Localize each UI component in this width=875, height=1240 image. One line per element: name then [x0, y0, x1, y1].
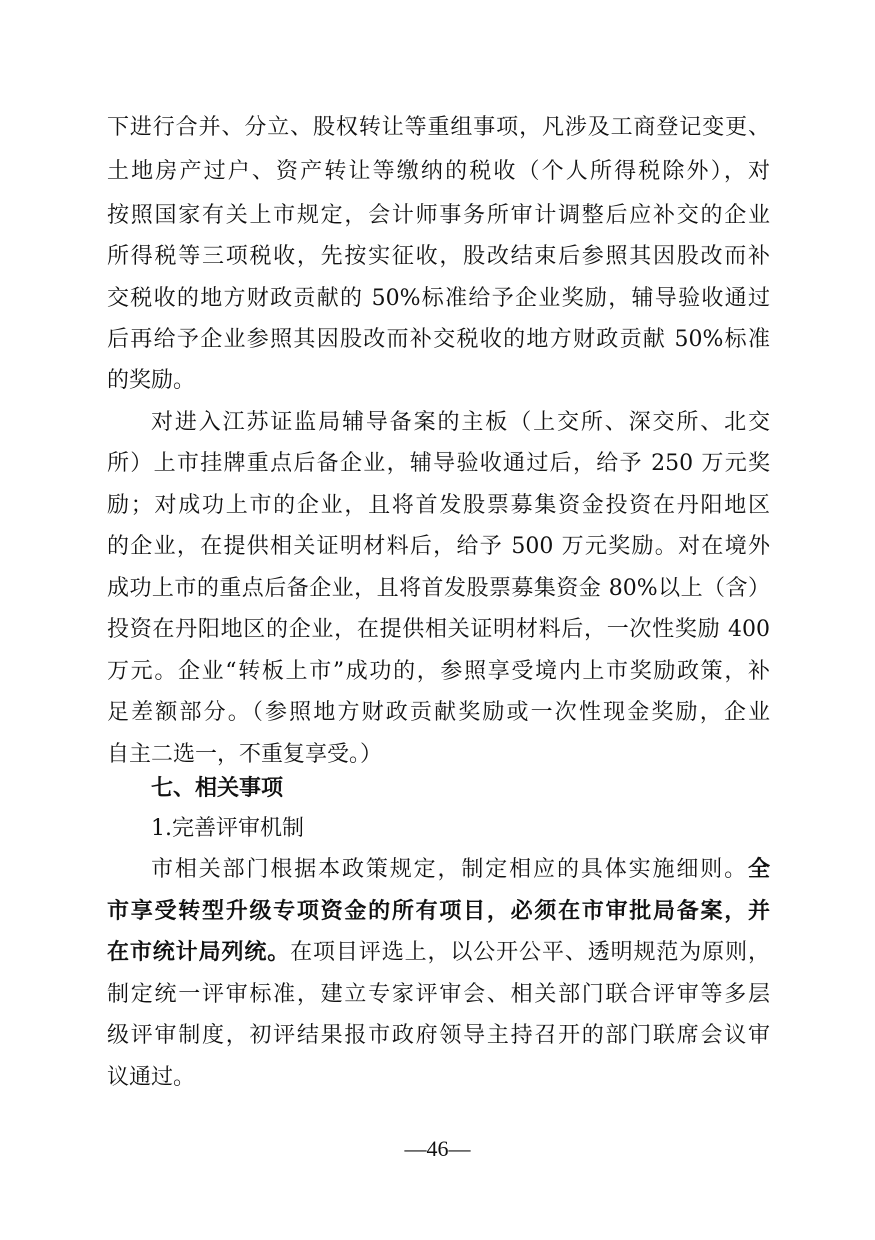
text-line	[151, 853, 770, 887]
text-line: 万元。企业“转板上市”成功的，参照享受境内上市奖励政策，补	[107, 659, 770, 684]
text-line: 后再给予企业参照其因股改而补交税收的地方财政贡献 50%标准	[107, 327, 770, 352]
text-line: 足差额部分。（参照地方财政贡献奖励或一次性现金奖励，企业	[107, 700, 770, 725]
text-line: 所）上市挂牌重点后备企业，辅导验收通过后，给予 250 万元奖	[107, 451, 770, 476]
text-line: 成功上市的重点后备企业，且将首发股票募集资金 80%以上（含）	[107, 576, 770, 601]
text-line: 土地房产过户、资产转让等缴纳的税收（个人所得税除外），对	[107, 159, 770, 184]
text-line: 的企业，在提供相关证明材料后，给予 500 万元奖励。对在境外	[107, 534, 770, 559]
text-line: 自主二选一，不重复享受。）	[107, 742, 383, 767]
text-line: 按照国家有关上市规定，会计师事务所审计调整后应补交的企业	[107, 203, 770, 228]
text-line	[107, 936, 770, 970]
section-heading: 七、相关事项	[151, 776, 284, 801]
text-line: 的奖励。	[107, 368, 196, 393]
text-line: 所得税等三项税收，先按实征收，股改结束后参照其因股改而补	[107, 244, 770, 269]
text-line: 制定统一评审标准，建立专家评审会、相关部门联合评审等多层	[107, 982, 770, 1007]
subheading: 1.完善评审机制	[151, 816, 304, 841]
text-segment: 在项目评选上，以公开公平、透明规范为原则，	[290, 940, 770, 965]
text-line: 对进入江苏证监局辅导备案的主板（上交所、深交所、北交	[151, 410, 770, 435]
text-line: 投资在丹阳地区的企业，在提供相关证明材料后，一次性奖励 400	[107, 617, 770, 642]
text-line: 交税收的地方财政贡献的 50%标准给予企业奖励，辅导验收通过	[107, 286, 770, 311]
bold-text-line: 市享受转型升级专项资金的所有项目，必须在市审批局备案，并	[107, 899, 770, 924]
text-line: 议通过。	[107, 1065, 196, 1090]
text-line: 励；对成功上市的企业，且将首发股票募集资金投资在丹阳地区	[107, 493, 770, 518]
bold-text-segment: 在市统计局列统。	[107, 940, 291, 965]
text-segment: 市相关部门根据本政策规定，制定相应的具体实施细则。	[151, 857, 748, 882]
bold-text-segment: 全	[747, 857, 770, 882]
text-line: 下进行合并、分立、股权转让等重组事项，凡涉及工商登记变更、	[107, 115, 770, 140]
text-line: 级评审制度，初评结果报市政府领导主持召开的部门联席会议审	[107, 1023, 770, 1048]
page-number: —46—	[404, 1136, 471, 1161]
